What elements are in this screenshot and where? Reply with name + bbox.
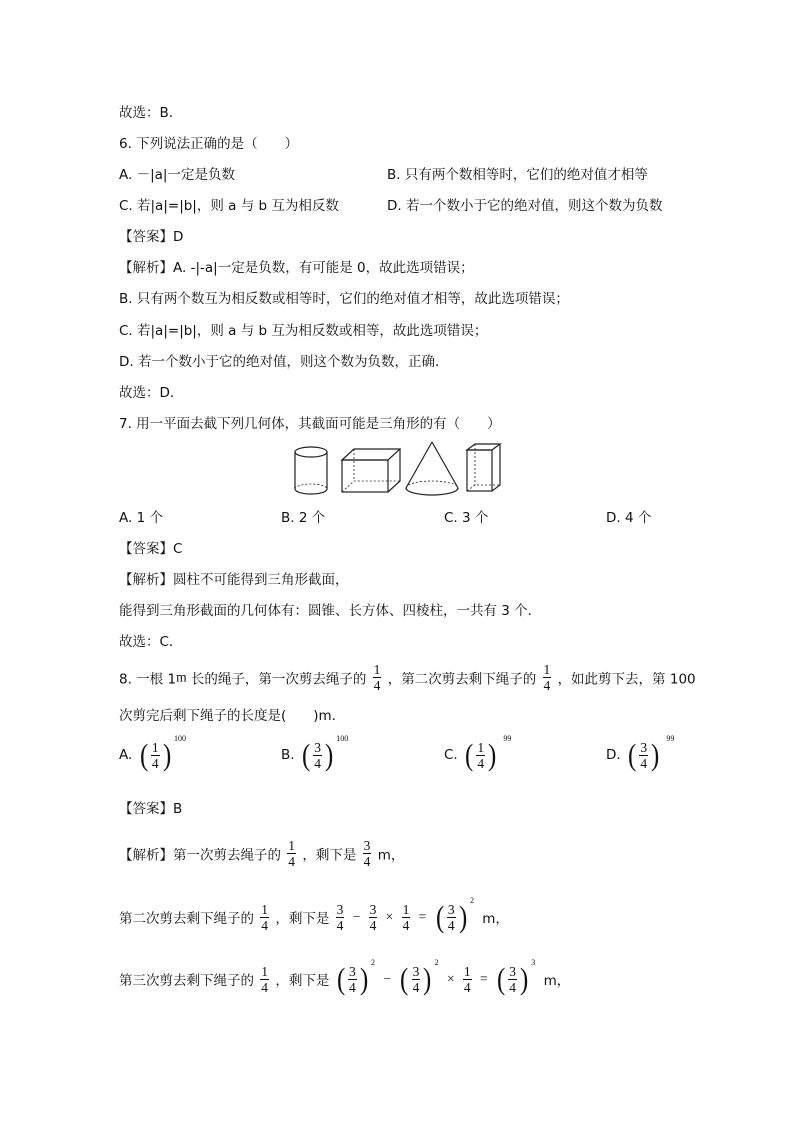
power-expression: ( $\frac{3}{4}$ ) 2 (400, 958, 439, 996)
q6-explanation-3: C. 若|a|=|b|，则 a 与 b 互为相反数或相等，故此选项错误； (119, 323, 488, 339)
cuboid-figure (340, 446, 402, 496)
q7-conclusion: 故选：C． (119, 634, 183, 650)
fraction-one-quarter: $\frac{1}{4}$ (373, 662, 381, 693)
power-expression: ( $\frac{1}{4}$ ) 100 (139, 734, 186, 772)
power-expression: ( $\frac{3}{4}$ ) 99 (628, 734, 675, 772)
q7-explanation-1: 【解析】圆柱不可能得到三角形截面， (119, 572, 349, 588)
q6-explanation-2: B. 只有两个数互为相反数或相等时，它们的绝对值才相等，故此选项错误； (119, 291, 569, 307)
q6-option-d: D. 若一个数小于它的绝对值，则这个数为负数 (387, 198, 663, 214)
q6-option-c: C. 若|a|=|b|，则 a 与 b 互为相反数 (119, 198, 339, 214)
q8-stem-line2: 次剪完后剩下绳子的长度是( )m． (119, 708, 346, 724)
q7-explanation-2: 能得到三角形截面的几何体有：圆锥、长方体、四棱柱，一共有 3 个． (119, 603, 542, 619)
q8-explanation-1: 【解析】第一次剪去绳子的 $\frac{1}{4}$ ，剩下是 $\frac{3}{4}$ m， (119, 838, 405, 869)
q6-stem: 6. 下列说法正确的是（ ） (119, 136, 299, 152)
q7-stem: 7. 用一平面去截下列几何体，其截面可能是三角形的有（ ） (119, 416, 501, 432)
power-expression: ( $\frac{3}{4}$ ) 2 (435, 896, 474, 934)
power-expression: ( $\frac{1}{4}$ ) 99 (465, 734, 512, 772)
power-expression: ( $\frac{3}{4}$ ) 3 (496, 958, 536, 996)
prev-conclusion: 故选：B． (119, 105, 183, 121)
q7-option-c: C. 3 个 (444, 510, 489, 526)
q6-option-b: B. 只有两个数相等时，它们的绝对值才相等 (387, 167, 648, 183)
q8-stem-line1: 8. 一根 1m 长的绳子，第一次剪去绳子的 $\frac{1}{4}$ ，第二次剪去剩下绳子的 $\frac{1}{4}$ ，如此剪下去，第 100 (119, 662, 696, 693)
q6-answer: 【答案】D (119, 229, 184, 245)
cylinder-figure (292, 444, 330, 498)
fraction-one-quarter: $\frac{1}{4}$ (543, 662, 551, 693)
q7-option-a: A. 1 个 (119, 510, 163, 526)
q6-explanation-4: D. 若一个数小于它的绝对值，则这个数为负数，正确． (119, 354, 449, 370)
q6-option-a: A. －|a|一定是负数 (119, 167, 235, 183)
q8-explanation-3: 第三次剪去剩下绳子的 $\frac{1}{4}$ ，剩下是 ( $\frac{3}{4}$ ) 2 − ( $\frac{3}{4}$ ) 2 × $\frac{1}{4}$ = ( $\frac{3}{4}$ ) 3 m， (119, 958, 571, 996)
power-expression: ( $\frac{3}{4}$ ) 2 (336, 958, 376, 996)
power-expression: ( $\frac{3}{4}$ ) 100 (301, 734, 349, 772)
q7-option-d: D. 4 个 (606, 510, 652, 526)
prism-figure (464, 441, 504, 497)
cone-figure (403, 440, 461, 498)
q8-option-a: A. ( $\frac{1}{4}$ ) 100 (119, 734, 186, 772)
q6-explanation-1: 【解析】A. -|-a|一定是负数，有可能是 0，故此选项错误； (119, 260, 474, 276)
q7-answer: 【答案】C (119, 541, 183, 557)
q8-option-d: D. ( $\frac{3}{4}$ ) 99 (606, 734, 675, 772)
q8-option-c: C. ( $\frac{1}{4}$ ) 99 (444, 734, 512, 772)
q6-conclusion: 故选：D． (119, 385, 184, 401)
q8-option-b: B. ( $\frac{3}{4}$ ) 100 (281, 734, 349, 772)
q8-answer: 【答案】B (119, 801, 183, 817)
q7-option-b: B. 2 个 (281, 510, 326, 526)
q8-explanation-2: 第二次剪去剩下绳子的 $\frac{1}{4}$ ，剩下是 $\frac{3}{4}$ − $\frac{3}{4}$ × $\frac{1}{4}$ = ( $\frac{3}{4}$ ) 2 m， (119, 896, 509, 934)
